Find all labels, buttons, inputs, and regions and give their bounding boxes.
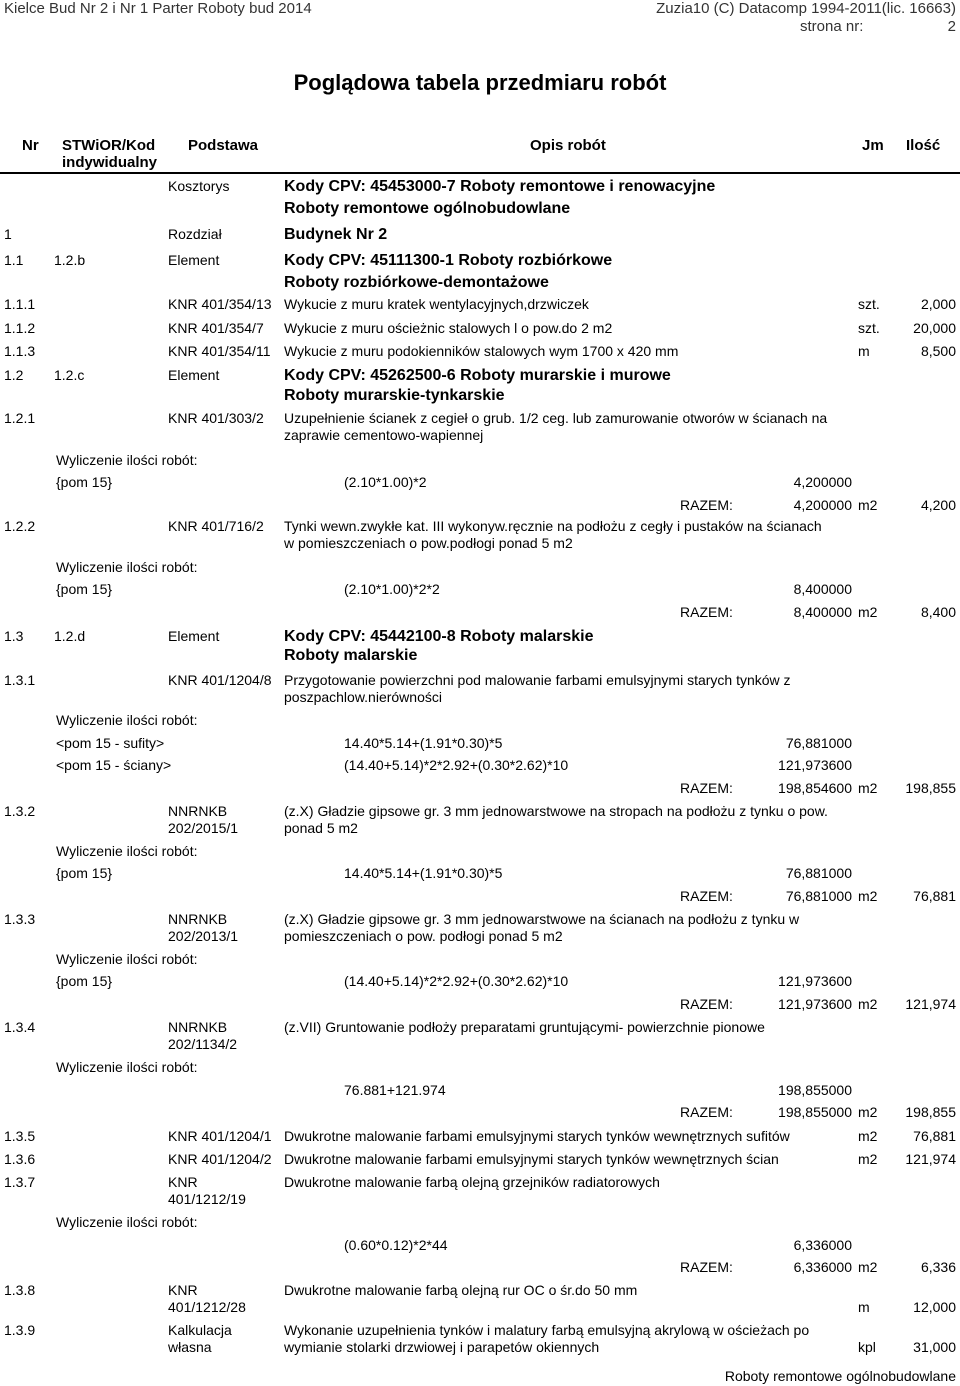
table-cell: 14.40*5.14+(1.91*0.30)*5 — [344, 735, 503, 751]
table-cell: 121,973600 — [778, 757, 852, 773]
table-cell: Wyliczenie ilości robót: — [56, 452, 198, 468]
table-cell: Wykonanie uzupełnienia tynków i malatury farbą emulsyjną akrylową w ościeżach po — [284, 1322, 810, 1338]
table-cell: Kalkulacja — [168, 1322, 232, 1338]
table-cell: szt. — [858, 296, 880, 312]
table-cell: Element — [168, 367, 220, 383]
table-cell: {pom 15} — [56, 973, 113, 989]
table-cell: 1.2 — [4, 367, 24, 383]
table-cell: 202/1134/2 — [168, 1036, 238, 1052]
table-cell: 1.3.5 — [4, 1128, 36, 1144]
table-cell: 4,200 — [920, 497, 956, 513]
table-cell: poszpachlow.nierówności — [284, 689, 442, 705]
table-cell: 401/1212/19 — [168, 1191, 246, 1207]
section-heading: Kody CPV: 45442100-8 Roboty malarskie — [284, 628, 594, 645]
table-cell: KNR 401/354/7 — [168, 320, 264, 336]
table-cell: 1.3.4 — [4, 1019, 36, 1035]
table-cell: KNR 401/1204/1 — [168, 1128, 272, 1144]
header-rule — [0, 172, 960, 174]
table-cell: Element — [168, 628, 220, 644]
table-cell: kpl — [858, 1339, 876, 1355]
table-cell: KNR — [168, 1174, 198, 1190]
table-cell: własna — [168, 1339, 212, 1355]
col-header-opis: Opis robót — [530, 137, 606, 154]
section-heading: Roboty murarskie-tynkarskie — [284, 387, 505, 404]
table-cell: 8,500 — [920, 343, 956, 359]
table-cell: KNR — [168, 1282, 198, 1298]
table-cell: m2 — [858, 1151, 878, 1167]
table-cell: 76.881+121.974 — [344, 1082, 446, 1098]
table-cell: 1.3.9 — [4, 1322, 36, 1338]
table-cell: 1.3.1 — [4, 672, 36, 688]
table-cell: RAZEM: — [680, 996, 733, 1012]
table-cell: 1.1 — [4, 252, 24, 268]
table-cell: (2.10*1.00)*2 — [344, 474, 427, 490]
table-cell: (z.VII) Gruntowanie podłoży preparatami gruntującymi- powierzchnie pionowe — [284, 1019, 765, 1035]
table-cell: 76,881000 — [785, 735, 852, 751]
table-cell: 8,400 — [920, 604, 956, 620]
table-cell: wymianie stolarki drzwiowej i parapetów okiennych — [284, 1339, 600, 1355]
table-cell: m — [858, 1299, 870, 1315]
table-cell: 1.1.1 — [4, 296, 36, 312]
table-cell: 1.2.1 — [4, 410, 36, 426]
table-cell: RAZEM: — [680, 780, 733, 796]
table-cell: Dwukrotne malowanie farbą olejną grzejników radiatorowych — [284, 1174, 660, 1190]
table-cell: 121,973600 — [778, 996, 852, 1012]
table-cell: Wykucie z muru ościeżnic stalowych l o pow.do 2 m2 — [284, 320, 613, 336]
col-header-ilosc: Ilość — [906, 137, 941, 154]
table-cell: KNR 401/354/11 — [168, 343, 271, 359]
table-cell: 198,855000 — [778, 1104, 852, 1120]
table-cell: 1.2.b — [54, 252, 86, 268]
table-cell: w pomieszczeniach o pow.podłogi ponad 5 m2 — [284, 535, 573, 551]
table-cell: 31,000 — [913, 1339, 956, 1355]
section-heading: Roboty remontowe ogólnobudowlane — [284, 200, 571, 217]
table-cell: 1.3.2 — [4, 803, 36, 819]
table-cell: Wyliczenie ilości robót: — [56, 843, 198, 859]
table-cell: 1.2.c — [54, 367, 85, 383]
table-cell: 1.3 — [4, 628, 24, 644]
table-cell: 1.3.8 — [4, 1282, 36, 1298]
table-cell: Wyliczenie ilości robót: — [56, 1214, 198, 1230]
table-cell: zaprawie cementowo-wapiennej — [284, 427, 484, 443]
table-cell: NNRNKB — [168, 803, 228, 819]
table-cell: 198,855 — [905, 780, 956, 796]
table-cell: 4,200000 — [793, 474, 852, 490]
table-cell: 12,000 — [913, 1299, 956, 1315]
table-cell: 76,881 — [913, 888, 956, 904]
header-left: Kielce Bud Nr 2 i Nr 1 Parter Roboty bud 2014 — [4, 0, 312, 17]
table-cell: KNR 401/1204/8 — [168, 672, 272, 688]
table-cell: 8,400000 — [793, 581, 852, 597]
table-cell: KNR 401/354/13 — [168, 296, 272, 312]
col-header-kod-line1: STWiOR/Kod — [62, 137, 156, 154]
table-cell: m2 — [858, 888, 878, 904]
table-cell: KNR 401/303/2 — [168, 410, 264, 426]
table-cell: 198,854600 — [778, 780, 852, 796]
table-cell: (14.40+5.14)*2*2.92+(0.30*2.62)*10 — [344, 757, 569, 773]
table-cell: m2 — [858, 996, 878, 1012]
table-cell: 1.3.7 — [4, 1174, 36, 1190]
table-cell: 401/1212/28 — [168, 1299, 246, 1315]
table-cell: NNRNKB — [168, 911, 228, 927]
table-cell: 1.1.3 — [4, 343, 36, 359]
table-cell: Dwukrotne malowanie farbami emulsyjnymi starych tynków wewnętrznych ścian — [284, 1151, 779, 1167]
table-cell: m — [858, 343, 870, 359]
col-header-jm: Jm — [862, 137, 884, 154]
table-cell: <pom 15 - ściany> — [56, 757, 172, 773]
table-cell: RAZEM: — [680, 604, 733, 620]
table-cell: {pom 15} — [56, 865, 113, 881]
table-cell: Wyliczenie ilości robót: — [56, 712, 198, 728]
table-cell: 14.40*5.14+(1.91*0.30)*5 — [344, 865, 503, 881]
table-cell: Wyliczenie ilości robót: — [56, 951, 198, 967]
table-cell: Wyliczenie ilości robót: — [56, 559, 198, 575]
col-header-nr: Nr — [22, 137, 39, 154]
table-cell: 76,881000 — [785, 888, 852, 904]
table-cell: 76,881000 — [785, 865, 852, 881]
table-cell: 1.2.2 — [4, 518, 36, 534]
table-cell: 1.3.6 — [4, 1151, 36, 1167]
table-cell: 1.1.2 — [4, 320, 36, 336]
table-cell: KNR 401/716/2 — [168, 518, 264, 534]
table-cell: KNR 401/1204/2 — [168, 1151, 272, 1167]
section-heading: Kody CPV: 45262500-6 Roboty murarskie i murowe — [284, 367, 671, 384]
table-cell: 198,855 — [905, 1104, 956, 1120]
table-cell: Dwukrotne malowanie farbą olejną rur OC o śr.do 50 mm — [284, 1282, 638, 1298]
table-cell: ponad 5 m2 — [284, 820, 358, 836]
table-cell: 6,336 — [920, 1259, 956, 1275]
table-cell: <pom 15 - sufity> — [56, 735, 165, 751]
table-cell: m2 — [858, 604, 878, 620]
table-cell: (z.X) Gładzie gipsowe gr. 3 mm jednowarstwowe na ścianach na podłożu z tynku w — [284, 911, 800, 927]
table-cell: 121,973600 — [778, 973, 852, 989]
footer-title: Roboty remontowe ogólnobudowlane — [724, 1368, 956, 1384]
table-cell: m2 — [858, 1128, 878, 1144]
table-cell: Rozdział — [168, 226, 222, 242]
page-title: Poglądowa tabela przedmiaru robót — [293, 70, 667, 95]
table-cell: 202/2015/1 — [168, 820, 239, 836]
table-cell: Dwukrotne malowanie farbami emulsyjnymi starych tynków wewnętrznych sufitów — [284, 1128, 790, 1144]
table-cell: m2 — [858, 1104, 878, 1120]
table-cell: RAZEM: — [680, 497, 733, 513]
table-cell: szt. — [858, 320, 880, 336]
table-cell: Wyliczenie ilości robót: — [56, 1059, 198, 1075]
table-cell: RAZEM: — [680, 888, 733, 904]
table-cell: NNRNKB — [168, 1019, 228, 1035]
header-right: Zuzia10 (C) Datacomp 1994-2011(lic. 16663) — [656, 0, 956, 17]
section-heading: Roboty malarskie — [284, 647, 418, 664]
table-cell: Przygotowanie powierzchni pod malowanie farbami emulsyjnymi starych tynków z — [284, 672, 791, 688]
table-cell: RAZEM: — [680, 1259, 733, 1275]
table-cell: 8,400000 — [793, 604, 852, 620]
table-cell: 121,974 — [905, 996, 956, 1012]
page-number: 2 — [947, 18, 956, 35]
section-heading: Roboty rozbiórkowe-demontażowe — [284, 274, 549, 291]
table-cell: (2.10*1.00)*2*2 — [344, 581, 440, 597]
table-cell: 1.2.d — [54, 628, 86, 644]
table-cell: m2 — [858, 1259, 878, 1275]
table-cell: pomieszczeniach o pow. podłogi ponad 5 m2 — [284, 928, 563, 944]
section-heading: Kody CPV: 45453000-7 Roboty remontowe i renowacyjne — [284, 178, 716, 195]
table-cell: (14.40+5.14)*2*2.92+(0.30*2.62)*10 — [344, 973, 569, 989]
table-cell: RAZEM: — [680, 1104, 733, 1120]
table-cell: Kosztorys — [168, 178, 230, 194]
table-cell: (z.X) Gładzie gipsowe gr. 3 mm jednowarstwowe na stropach na podłożu z tynku o pow. — [284, 803, 828, 819]
table-cell: {pom 15} — [56, 581, 113, 597]
table-cell: 2,000 — [920, 296, 956, 312]
table-cell: 4,200000 — [793, 497, 852, 513]
table-cell: Tynki wewn.zwykłe kat. III wykonyw.ręcznie na podłożu z cegły i pustaków na ścianach — [284, 518, 822, 534]
section-heading: Budynek Nr 2 — [284, 226, 388, 243]
table-cell: Uzupełnienie ścianek z cegieł o grub. 1/2 ceg. lub zamurowanie otworów w ścianach na — [284, 410, 828, 426]
section-heading: Kody CPV: 45111300-1 Roboty rozbiórkowe — [284, 252, 613, 269]
col-header-podstawa: Podstawa — [188, 137, 259, 154]
table-cell: 6,336000 — [793, 1259, 852, 1275]
table-cell: Wykucie z muru podokienników stalowych wym 1700 x 420 mm — [284, 343, 679, 359]
table-cell: m2 — [858, 780, 878, 796]
table-cell: m2 — [858, 497, 878, 513]
table-cell: 1.3.3 — [4, 911, 36, 927]
table-cell: (0.60*0.12)*2*44 — [344, 1237, 448, 1253]
col-header-kod-line2: indywidualny — [62, 154, 158, 171]
table-cell: Element — [168, 252, 220, 268]
table-cell: 121,974 — [905, 1151, 956, 1167]
table-cell: 198,855000 — [778, 1082, 852, 1098]
table-cell: 202/2013/1 — [168, 928, 239, 944]
table-cell: 6,336000 — [793, 1237, 852, 1253]
table-cell: 20,000 — [913, 320, 956, 336]
table-cell: {pom 15} — [56, 474, 113, 490]
page-label: strona nr: — [800, 18, 864, 35]
table-cell: 76,881 — [913, 1128, 956, 1144]
table-cell: 1 — [4, 226, 12, 242]
table-cell: Wykucie z muru kratek wentylacyjnych,drzwiczek — [284, 296, 589, 312]
